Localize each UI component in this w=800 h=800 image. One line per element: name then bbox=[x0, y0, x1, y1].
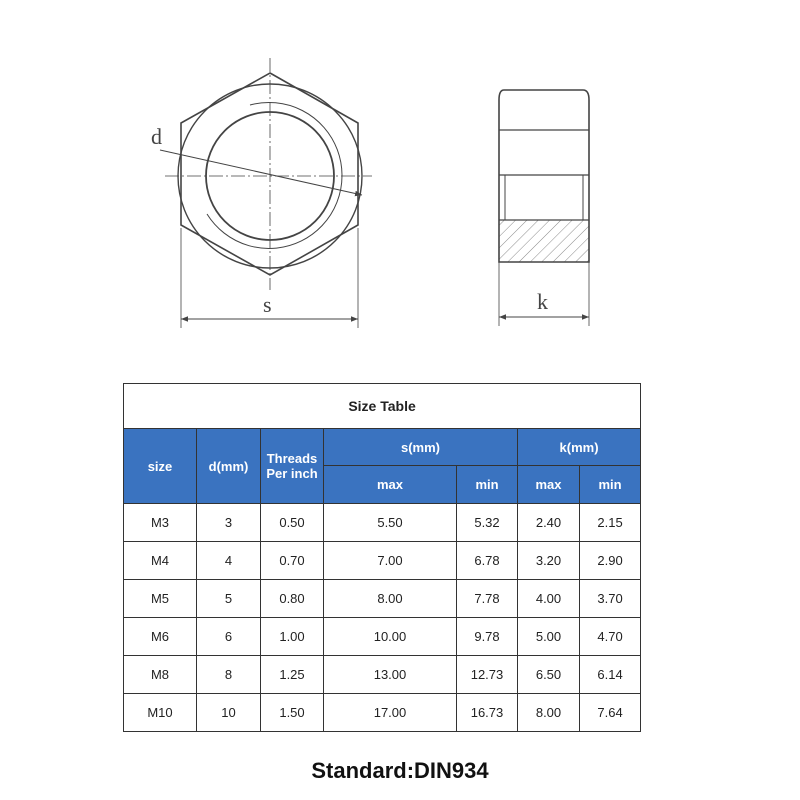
header-s: s(mm) bbox=[324, 429, 518, 466]
cell-k-max: 8.00 bbox=[518, 694, 580, 732]
cell-s-min: 7.78 bbox=[457, 580, 518, 618]
cell-threads: 0.80 bbox=[261, 580, 324, 618]
table-row bbox=[124, 694, 641, 732]
cell-threads: 1.25 bbox=[261, 656, 324, 694]
cell-size: M10 bbox=[124, 694, 197, 732]
table-row bbox=[124, 618, 641, 656]
cell-s-min: 5.32 bbox=[457, 504, 518, 542]
cell-k-max: 3.20 bbox=[518, 542, 580, 580]
cell-s-max: 5.50 bbox=[324, 504, 457, 542]
cell-k-max: 4.00 bbox=[518, 580, 580, 618]
cell-threads: 1.50 bbox=[261, 694, 324, 732]
cell-size: M8 bbox=[124, 656, 197, 694]
cell-threads: 0.70 bbox=[261, 542, 324, 580]
cell-size: M3 bbox=[124, 504, 197, 542]
cell-d: 5 bbox=[197, 580, 261, 618]
header-s-max: max bbox=[324, 466, 457, 504]
nut-front-view bbox=[160, 58, 372, 328]
cell-k-max: 5.00 bbox=[518, 618, 580, 656]
cell-k-max: 6.50 bbox=[518, 656, 580, 694]
cell-s-max: 8.00 bbox=[324, 580, 457, 618]
cell-s-max: 17.00 bbox=[324, 694, 457, 732]
cell-d: 6 bbox=[197, 618, 261, 656]
header-k-min: min bbox=[580, 466, 641, 504]
cell-size: M5 bbox=[124, 580, 197, 618]
cell-d: 3 bbox=[197, 504, 261, 542]
cell-d: 8 bbox=[197, 656, 261, 694]
s-label: s bbox=[263, 292, 272, 317]
table-row bbox=[124, 580, 641, 618]
standard-label: Standard:DIN934 bbox=[311, 758, 489, 783]
table-row bbox=[124, 504, 641, 542]
cell-k-min: 2.90 bbox=[580, 542, 641, 580]
cell-s-max: 13.00 bbox=[324, 656, 457, 694]
header-threads: Threads Per inch bbox=[261, 429, 324, 504]
cell-s-max: 7.00 bbox=[324, 542, 457, 580]
table-row bbox=[124, 656, 641, 694]
k-label: k bbox=[537, 289, 548, 314]
header-k-max: max bbox=[518, 466, 580, 504]
cell-threads: 1.00 bbox=[261, 618, 324, 656]
header-s-min: min bbox=[457, 466, 518, 504]
header-k: k(mm) bbox=[518, 429, 641, 466]
cell-s-max: 10.00 bbox=[324, 618, 457, 656]
size-table bbox=[123, 383, 641, 732]
cell-k-min: 6.14 bbox=[580, 656, 641, 694]
cell-s-min: 16.73 bbox=[457, 694, 518, 732]
cell-s-min: 6.78 bbox=[457, 542, 518, 580]
header-d: d(mm) bbox=[197, 429, 261, 504]
cell-size: M4 bbox=[124, 542, 197, 580]
cell-d: 4 bbox=[197, 542, 261, 580]
cell-k-max: 2.40 bbox=[518, 504, 580, 542]
hex-nut-drawing bbox=[0, 0, 800, 370]
table-row bbox=[124, 542, 641, 580]
cell-s-min: 9.78 bbox=[457, 618, 518, 656]
cell-d: 10 bbox=[197, 694, 261, 732]
cell-k-min: 7.64 bbox=[580, 694, 641, 732]
cell-k-min: 2.15 bbox=[580, 504, 641, 542]
d-label: d bbox=[151, 124, 162, 149]
cell-size: M6 bbox=[124, 618, 197, 656]
hatched-section bbox=[499, 220, 589, 262]
header-size: size bbox=[124, 429, 197, 504]
cell-threads: 0.50 bbox=[261, 504, 324, 542]
cell-k-min: 3.70 bbox=[580, 580, 641, 618]
table-title: Size Table bbox=[124, 384, 641, 429]
cell-k-min: 4.70 bbox=[580, 618, 641, 656]
cell-s-min: 12.73 bbox=[457, 656, 518, 694]
